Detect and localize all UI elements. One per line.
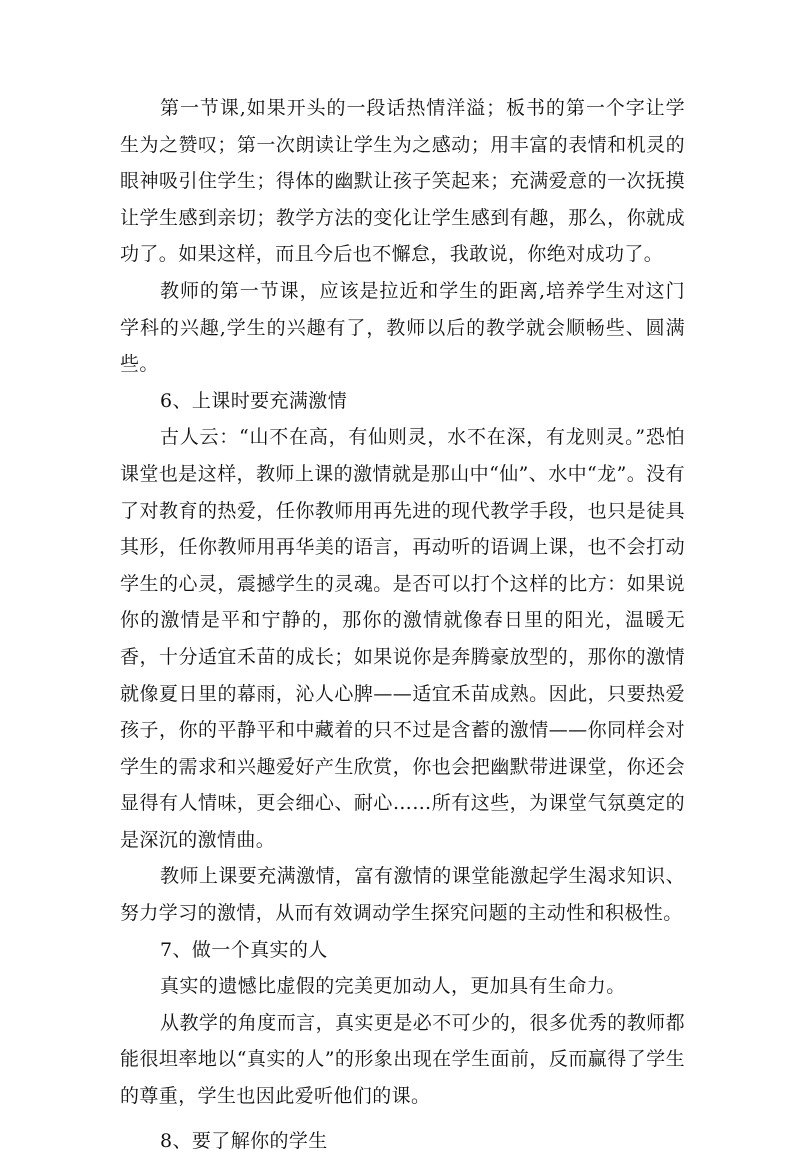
heading-section-6: 6、上课时要充满激情	[160, 389, 348, 412]
paragraph-passion-metaphor: 古人云：“山不在高，有仙则灵，水不在深，有龙则灵。”恐怕课堂也是这样，教师上课的激情就是那山中“仙”、水中“龙”。没有了对教育的热爱，任你教师用再先进的现代教学手段，也只是徒具其形，任你教师用再华美的语言，再动听的语调上课，也不会打动学生的心灵，震撼学生的灵魂。是否可以打个这样的比方：如果说你的激情是平和宁静的，那你的激情就像春日里的阳光，温暖无香，十分适宜禾苗的成长；如果说你是奔腾豪放型的，那你的激情就像夏日里的幕雨，沁人心脾——适宜禾苗成熟。因此，只要热爱孩子，你的平静平和中藏着的只不过是含蓄的激情——你同样会对学生的需求和兴趣爱好产生欣赏，你也会把幽默带进课堂，你还会显得有人情味，更会细心、耐心……所有这些，为课堂气氛奠定的是深沉的激情曲。	[120, 426, 685, 851]
paragraph-real-regret: 真实的遗憾比虚假的完美更加动人，更加具有生命力。	[160, 975, 626, 998]
heading-section-7: 7、做一个真实的人	[160, 938, 328, 961]
paragraph-first-lesson-success: 第一节课,如果开头的一段话热情洋溢；板书的第一个字让学生为之赞叹；第一次朗读让学生为之感动；用丰富的表情和机灵的眼神吸引住学生；得体的幽默让孩子笑起来；充满爱意的一次抚摸让学生感到亲切；教学方法的变化让学生感到有趣，那么，你就成功了。如果这样，而且今后也不懈怠，我敢说，你绝对成功了。	[120, 97, 685, 266]
document-body	[120, 90, 685, 1159]
section-spacer	[120, 1115, 685, 1123]
heading-section-8: 8、要了解你的学生	[160, 1129, 328, 1152]
paragraph-passion-summary: 教师上课要充满激情，富有激情的课堂能激起学生渴求知识、努力学习的激情，从而有效调动学生探究问题的主动性和积极性。	[120, 865, 685, 925]
paragraph-real-teacher: 从教学的角度而言，真实更是必不可少的，很多优秀的教师都能很坦率地以“真实的人”的形象出现在学生面前，反而赢得了学生的尊重，学生也因此爱听他们的课。	[120, 1011, 685, 1108]
paragraph-first-lesson-interest: 教师的第一节课，应该是拉近和学生的距离,培养学生对这门学科的兴趣,学生的兴趣有了，教师以后的教学就会顺畅些、圆满些。	[120, 279, 685, 376]
